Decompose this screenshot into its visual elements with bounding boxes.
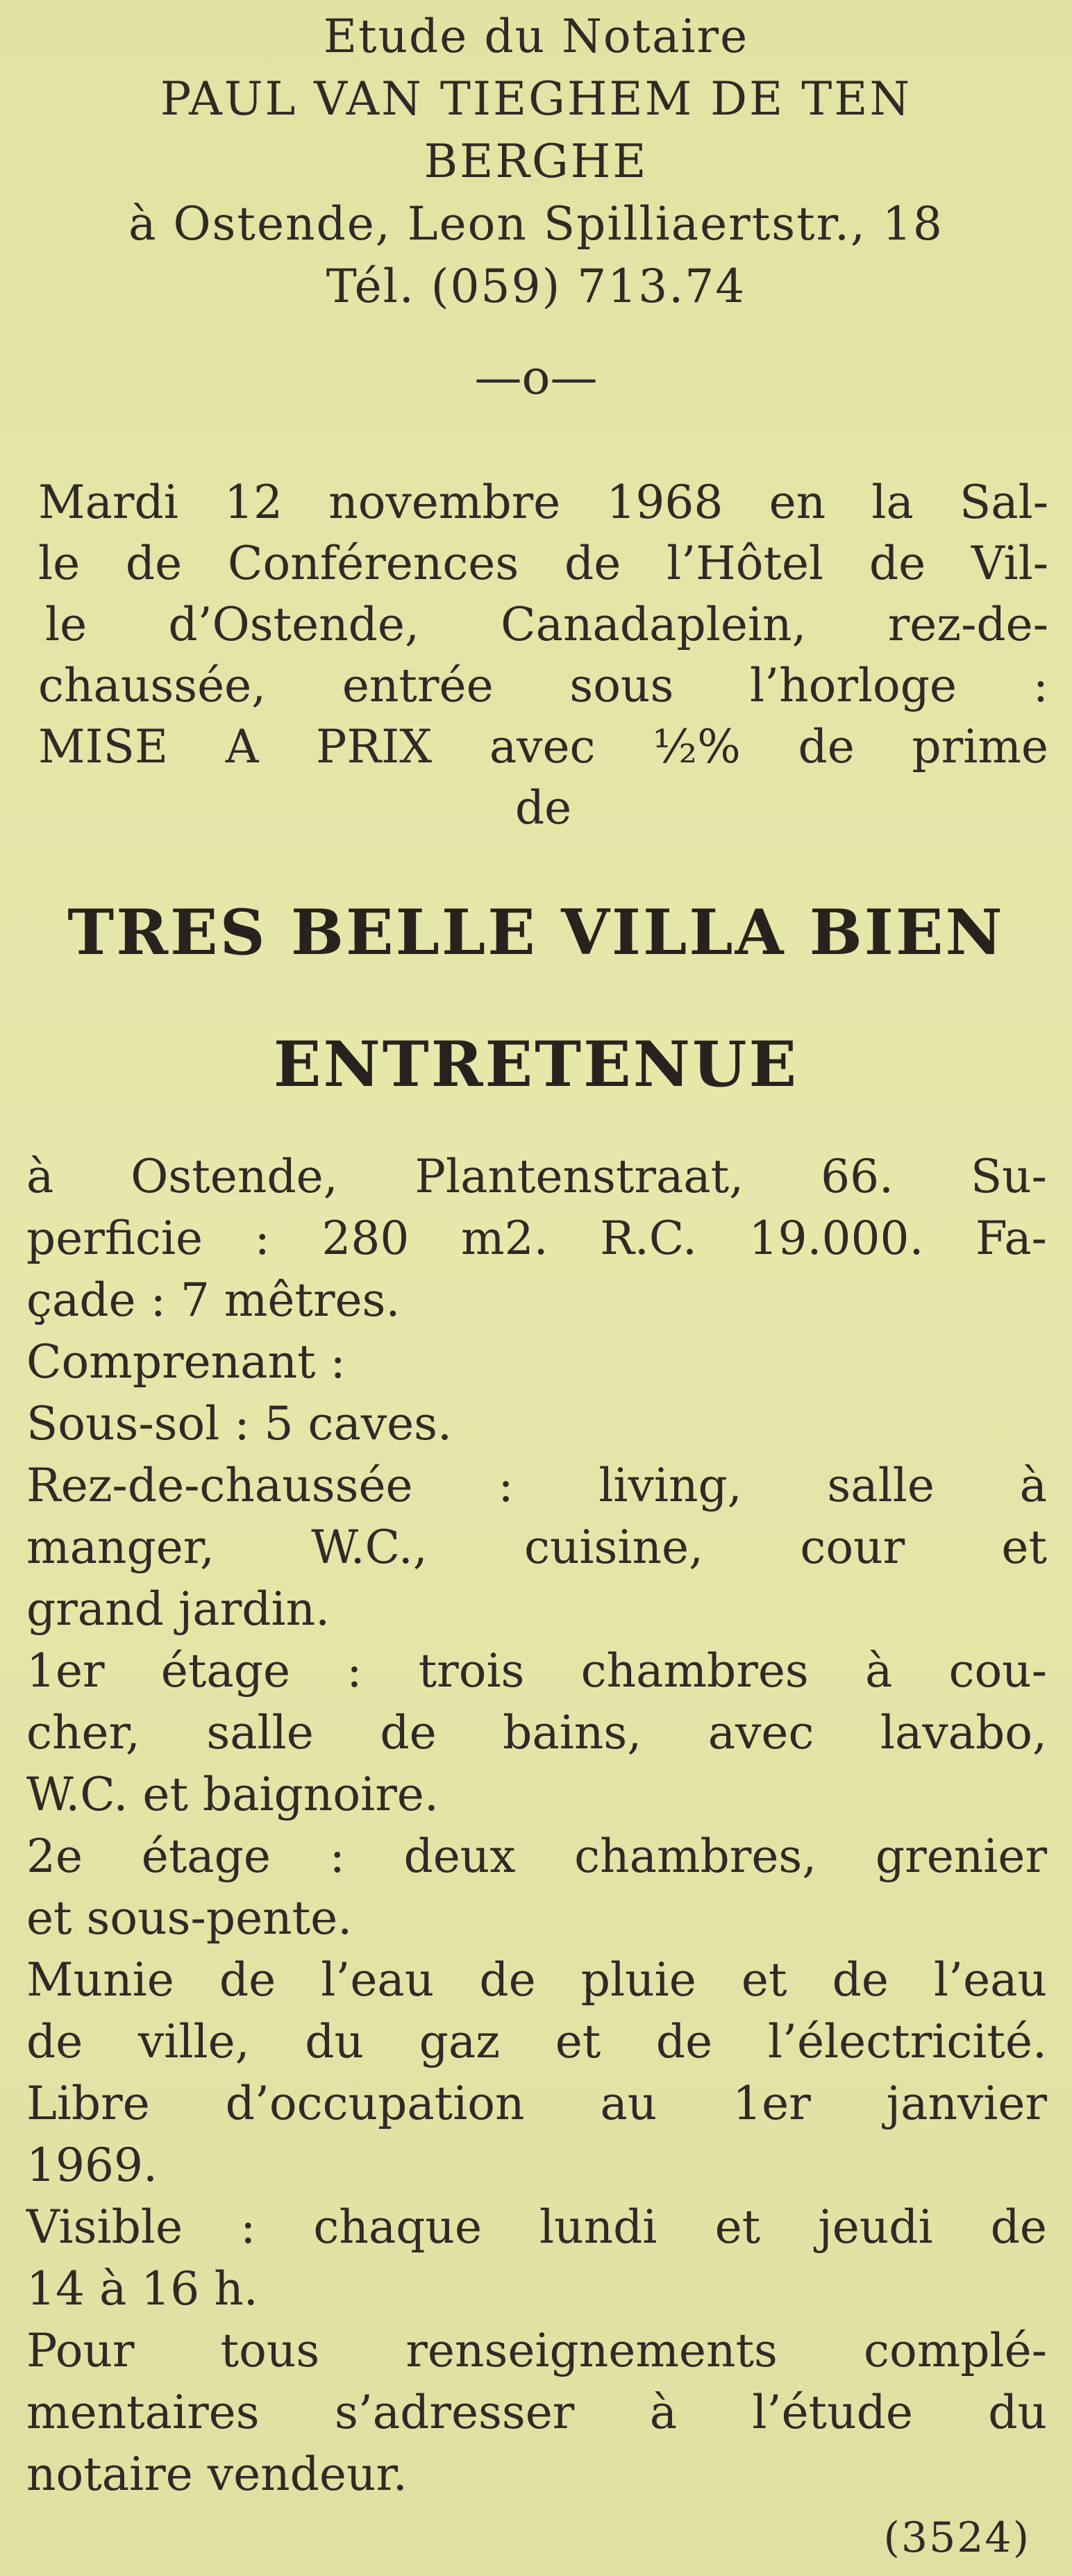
intro-line: Mardi 12 novembre 1968 en la Sal-: [38, 476, 1048, 529]
auction-intro: [38, 472, 1048, 839]
body-line: 14 à 16 h.: [26, 2262, 258, 2316]
body-line: Pour tous renseignements complé-: [26, 2324, 1047, 2377]
property-description: [26, 1146, 1047, 2505]
headline-line-1: TRES BELLE VILLA BIEN: [67, 896, 1005, 969]
body-line: Comprenant :: [26, 1335, 346, 1389]
section-divider: —o—: [474, 351, 598, 405]
body-line: Munie de l’eau de pluie et de l’eau: [26, 1953, 1047, 2007]
header-line-notary-name: PAUL VAN TIEGHEM DE TEN: [160, 72, 912, 126]
body-line: et sous-pente.: [26, 1891, 353, 1945]
body-line: notaire vendeur.: [26, 2448, 408, 2501]
body-line: à Ostende, Plantenstraat, 66. Su-: [26, 1150, 1047, 1203]
header-line-address: à Ostende, Leon Spilliaertstr., 18: [128, 197, 944, 251]
body-line: Rez-de-chaussée : living, salle à: [26, 1459, 1047, 1512]
body-line: Visible : chaque lundi et jeudi de: [26, 2200, 1047, 2254]
intro-line: le de Conférences de l’Hôtel de Vil-: [38, 537, 1048, 590]
body-line: 1er étage : trois chambres à cou-: [26, 1644, 1047, 1698]
header-line-phone: Tél. (059) 713.74: [326, 260, 746, 313]
body-line: cher, salle de bains, avec lavabo,: [26, 1706, 1047, 1759]
body-line: çade : 7 mêtres.: [26, 1273, 401, 1327]
body-line: Libre d’occupation au 1er janvier: [26, 2077, 1047, 2130]
body-line: manger, W.C., cuisine, cour et: [26, 1521, 1047, 1574]
body-line: de ville, du gaz et de l’électricité.: [26, 2015, 1047, 2068]
body-line: mentaires s’adresser à l’étude du: [26, 2386, 1047, 2439]
notary-header: [28, 6, 1044, 318]
body-line: grand jardin.: [26, 1582, 330, 1636]
intro-line: chaussée, entrée sous l’horloge :: [38, 659, 1048, 712]
header-line-etude: Etude du Notaire: [323, 10, 749, 63]
body-line: 2e étage : deux chambres, grenier: [26, 1830, 1047, 1883]
body-line: perficie : 280 m2. R.C. 19.000. Fa-: [26, 1212, 1047, 1265]
body-line: W.C. et baignoire.: [26, 1768, 439, 1821]
intro-line: MISE A PRIX avec ½% de prime: [38, 720, 1048, 773]
headline-line-2: ENTRETENUE: [273, 1028, 799, 1101]
intro-line: le d’Ostende, Canadaplein, rez-de-: [45, 598, 1048, 651]
body-line: 1969.: [26, 2139, 158, 2192]
advert-reference-number: (3524): [883, 2514, 1030, 2562]
header-line-notary-name-cont: BERGHE: [424, 135, 648, 188]
intro-line: de: [514, 781, 572, 835]
body-line: Sous-sol : 5 caves.: [26, 1397, 453, 1450]
